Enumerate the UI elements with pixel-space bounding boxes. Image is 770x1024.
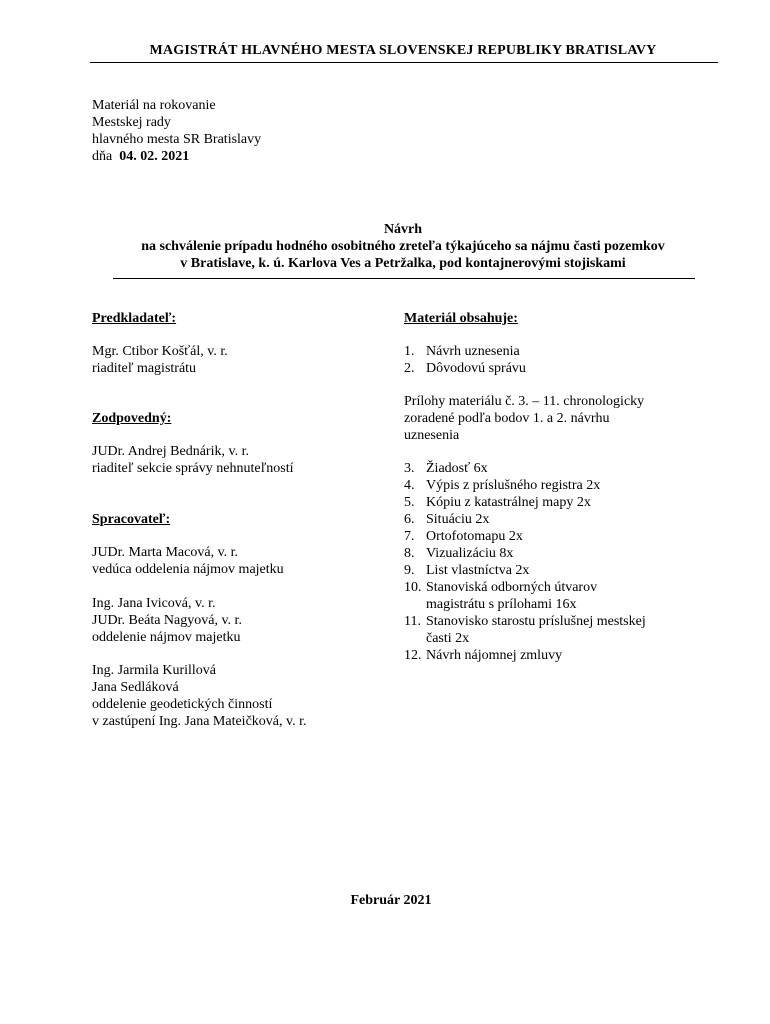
item-text: Ortofotomapu 2x xyxy=(426,529,523,544)
annex-note xyxy=(404,393,644,444)
proposal-title xyxy=(0,221,770,272)
item-number: 12. xyxy=(404,648,422,663)
processor-line: JUDr. Marta Macová, v. r. xyxy=(92,545,239,560)
proposal-line-1: na schválenie prípadu hodného osobitného zreteľa týkajúceho sa nájmu časti pozemkov xyxy=(141,239,665,254)
contents-label: Materiál obsahuje: xyxy=(404,311,518,326)
list-item xyxy=(404,579,646,613)
proposal-line-2: v Bratislave, k. ú. Karlova Ves a Petržalka, pod kontajnerovými stojiskami xyxy=(180,256,626,271)
submitter-name: Mgr. Ctibor Košťál, v. r. xyxy=(92,344,228,359)
processor-line: Ing. Jana Ivicová, v. r. xyxy=(92,596,216,611)
item-text: Výpis z príslušného registra 2x xyxy=(426,478,601,493)
submitter-block xyxy=(92,343,228,377)
processor-group-3 xyxy=(92,662,306,730)
footer-date: Február 2021 xyxy=(350,893,432,908)
processor-line: oddelenie nájmov majetku xyxy=(92,630,241,645)
responsible-name: JUDr. Andrej Bednárik, v. r. xyxy=(92,444,249,459)
processor-line: JUDr. Beáta Nagyová, v. r. xyxy=(92,613,242,628)
responsible-label: Zodpovedný: xyxy=(92,411,172,426)
annex-note-line: zoradené podľa bodov 1. a 2. návrhu xyxy=(404,411,610,426)
item-text-line-2: časti 2x xyxy=(426,631,470,646)
item-number: 9. xyxy=(404,563,415,578)
item-number: 6. xyxy=(404,512,415,527)
list-item xyxy=(404,528,646,545)
list-item xyxy=(404,647,646,664)
meta-line-1: Materiál na rokovanie xyxy=(92,98,216,113)
item-text-line-1: Stanovisko starostu príslušnej mestskej xyxy=(426,614,646,629)
item-text: List vlastníctva 2x xyxy=(426,563,530,578)
item-text: Situáciu 2x xyxy=(426,512,490,527)
item-number: 7. xyxy=(404,529,415,544)
list-item xyxy=(404,494,646,511)
list-item xyxy=(404,562,646,579)
date-prefix: dňa xyxy=(92,149,113,164)
proposal-heading: Návrh xyxy=(383,222,423,237)
meta-line-3: hlavného mesta SR Bratislavy xyxy=(92,132,262,147)
submitter-role: riaditeľ magistrátu xyxy=(92,361,197,376)
header-title: MAGISTRÁT HLAVNÉHO MESTA SLOVENSKEJ REPUBLIKY BRATISLAVY xyxy=(149,43,657,58)
item-text xyxy=(426,579,597,613)
item-text: Kópiu z katastrálnej mapy 2x xyxy=(426,495,591,510)
meta-line-2: Mestskej rady xyxy=(92,115,171,130)
list-item xyxy=(404,460,646,477)
processor-group-2 xyxy=(92,595,242,646)
submitter-label: Predkladateľ: xyxy=(92,311,177,326)
item-text-line-2: magistrátu s prílohami 16x xyxy=(426,597,577,612)
item-number: 3. xyxy=(404,461,415,476)
annex-note-line: uznesenia xyxy=(404,428,460,443)
meeting-info xyxy=(92,97,261,165)
list-item xyxy=(404,477,646,494)
main-items-list xyxy=(404,343,526,377)
item-text xyxy=(426,613,646,647)
list-item xyxy=(404,613,646,647)
item-number: 10. xyxy=(404,580,422,595)
header-rule xyxy=(90,62,718,63)
document-header xyxy=(0,43,770,59)
list-item xyxy=(404,343,526,360)
item-text-line-1: Stanoviská odborných útvarov xyxy=(426,580,598,595)
processor-line: Jana Sedláková xyxy=(92,680,179,695)
item-number: 2. xyxy=(404,361,415,376)
item-text: Vizualizáciu 8x xyxy=(426,546,514,561)
processor-line: v zastúpení Ing. Jana Mateičková, v. r. xyxy=(92,714,307,729)
processor-label: Spracovateľ: xyxy=(92,512,171,527)
item-text: Návrh nájomnej zmluvy xyxy=(426,648,563,663)
annex-items-list xyxy=(404,460,646,664)
processor-line: vedúca oddelenia nájmov majetku xyxy=(92,562,284,577)
meta-date-line xyxy=(92,148,261,165)
responsible-role: riaditeľ sekcie správy nehnuteľností xyxy=(92,461,294,476)
item-number: 8. xyxy=(404,546,415,561)
item-number: 5. xyxy=(404,495,415,510)
item-number: 4. xyxy=(404,478,415,493)
title-rule xyxy=(113,278,695,279)
list-item xyxy=(404,511,646,528)
annex-note-line: Prílohy materiálu č. 3. – 11. chronologicky xyxy=(404,394,645,409)
item-number: 1. xyxy=(404,344,415,359)
item-text: Návrh uznesenia xyxy=(426,344,520,359)
item-text: Dôvodovú správu xyxy=(426,361,526,376)
item-number: 11. xyxy=(404,614,421,629)
responsible-block xyxy=(92,443,293,477)
processor-group-1 xyxy=(92,544,284,578)
processor-line: oddelenie geodetických činností xyxy=(92,697,273,712)
item-text: Žiadosť 6x xyxy=(426,461,488,476)
list-item xyxy=(404,545,646,562)
list-item xyxy=(404,360,526,377)
meeting-date: 04. 02. 2021 xyxy=(119,149,190,164)
processor-line: Ing. Jarmila Kurillová xyxy=(92,663,217,678)
document-footer xyxy=(0,893,770,909)
